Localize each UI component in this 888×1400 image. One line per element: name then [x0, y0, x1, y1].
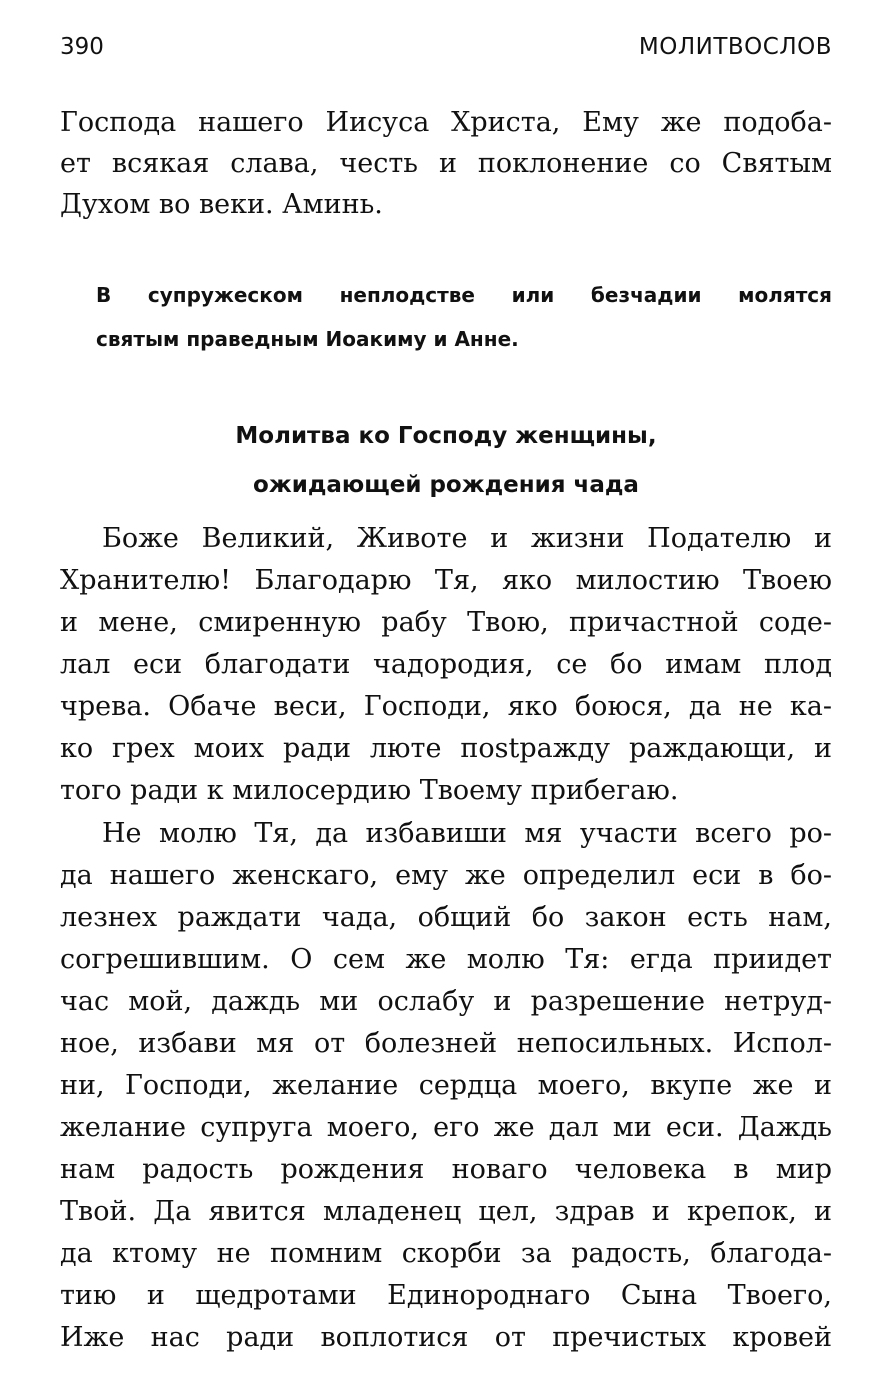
text-line: ное, избави мя от болезней непосильных. Испол-	[60, 1028, 832, 1059]
text-line: Не молю Тя, да избавиши мя участи всего ро-	[102, 818, 832, 849]
text-line: лал еси благодати чадородия, се бо имам плод	[60, 649, 832, 680]
text-line: того ради к милосердию Твоему прибегаю.	[60, 775, 679, 806]
prayer-paragraph-2	[60, 813, 832, 1359]
intro-paragraph	[60, 102, 832, 225]
prayer-title-line: Молитва ко Господу женщины,	[235, 423, 657, 449]
text-line: Боже Великий, Животе и жизни Подателю и	[102, 523, 832, 554]
text-line: согрешившим. О сем же молю Тя: егда приидет	[60, 944, 832, 975]
text-line: Хранителю! Благодарю Тя, яко милостию Твоею	[60, 565, 832, 596]
prayer-paragraph-1	[60, 518, 832, 812]
text-line: желание супруга моего, его же дал ми еси. Даждь	[60, 1112, 832, 1143]
text-line: ни, Господи, желание сердца моего, вкупе же и	[60, 1070, 832, 1101]
prayer-title	[60, 412, 832, 510]
text-line: ко грех моих ради люте пostражду раждающи, и	[60, 733, 832, 764]
text-line: да ктому не помним скорби за радость, благода-	[60, 1238, 832, 1269]
text-line: да нашего женскаго, ему же определил еси в бо-	[60, 860, 832, 891]
text-line: Господа нашего Иисуса Христа, Ему же подоба-	[60, 107, 832, 138]
text-line: чрева. Обаче веси, Господи, яко боюся, да не ка-	[60, 691, 832, 722]
text-line: лезнех раждати чада, общий бо закон есть нам,	[60, 902, 832, 933]
text-line: Твой. Да явится младенец цел, здрав и крепок, и	[60, 1196, 832, 1227]
rubric-note	[96, 273, 832, 361]
text-line: час мой, даждь ми ослабу и разрешение нетруд-	[60, 986, 832, 1017]
prayer-title-line: ожидающей рождения чада	[253, 472, 639, 498]
text-line: нам радость рождения новаго человека в мир	[60, 1154, 832, 1185]
text-line: ет всякая слава, честь и поклонение со Святым	[60, 148, 832, 179]
text-line: и мене, смиренную рабу Твою, причастной соде-	[60, 607, 832, 638]
page-header	[60, 34, 832, 74]
text-line: Иже нас ради воплотися от пречистых кровей	[60, 1322, 832, 1353]
rubric-line: В супружеском неплодстве или безчадии молятся	[96, 283, 832, 307]
page-number: 390	[60, 34, 104, 60]
running-title: МОЛИТВОСЛОВ	[638, 34, 832, 60]
text-line: Духом во веки. Аминь.	[60, 189, 383, 220]
rubric-line: святым праведным Иоакиму и Анне.	[96, 327, 519, 351]
book-page	[60, 0, 832, 1400]
text-line: тию и щедротами Единороднаго Сына Твоего,	[60, 1280, 832, 1311]
